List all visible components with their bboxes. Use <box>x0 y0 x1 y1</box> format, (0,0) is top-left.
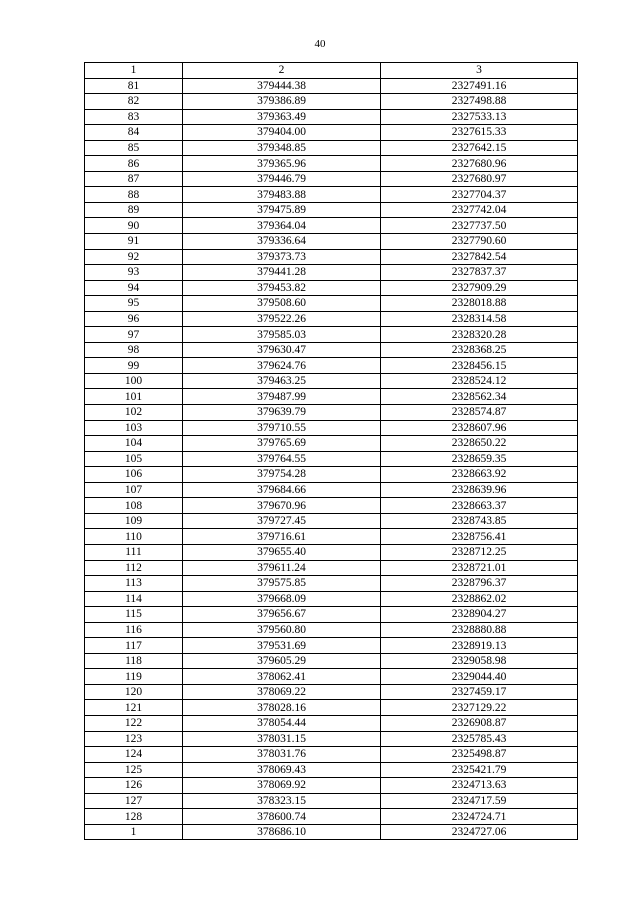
y-coordinate-cell: 2324713.63 <box>381 778 578 794</box>
point-number-cell: 115 <box>85 607 183 623</box>
point-number-cell: 87 <box>85 171 183 187</box>
point-number-cell: 98 <box>85 342 183 358</box>
point-number-cell: 92 <box>85 249 183 265</box>
table-row <box>85 747 578 763</box>
x-coordinate-cell: 379463.25 <box>183 373 381 389</box>
table-row <box>85 187 578 203</box>
table-row <box>85 78 578 94</box>
x-coordinate-cell: 379453.82 <box>183 280 381 296</box>
table-row <box>85 171 578 187</box>
table-row <box>85 576 578 592</box>
table-row <box>85 622 578 638</box>
table-row <box>85 591 578 607</box>
x-coordinate-cell: 378069.22 <box>183 684 381 700</box>
table-row <box>85 793 578 809</box>
y-coordinate-cell: 2325421.79 <box>381 762 578 778</box>
x-coordinate-cell: 378600.74 <box>183 809 381 825</box>
y-coordinate-cell: 2328320.28 <box>381 327 578 343</box>
y-coordinate-cell: 2327737.50 <box>381 218 578 234</box>
y-coordinate-cell: 2325785.43 <box>381 731 578 747</box>
table-row <box>85 809 578 825</box>
x-coordinate-cell: 379444.38 <box>183 78 381 94</box>
x-coordinate-cell: 379531.69 <box>183 638 381 654</box>
table-row <box>85 249 578 265</box>
point-number-cell: 120 <box>85 684 183 700</box>
table-row <box>85 482 578 498</box>
y-coordinate-cell: 2327129.22 <box>381 700 578 716</box>
point-number-cell: 83 <box>85 109 183 125</box>
x-coordinate-cell: 379611.24 <box>183 560 381 576</box>
y-coordinate-cell: 2327742.04 <box>381 202 578 218</box>
x-coordinate-cell: 379630.47 <box>183 342 381 358</box>
y-coordinate-cell: 2327680.97 <box>381 171 578 187</box>
y-coordinate-cell: 2328721.01 <box>381 560 578 576</box>
table-row <box>85 684 578 700</box>
x-coordinate-cell: 379475.89 <box>183 202 381 218</box>
point-number-cell: 88 <box>85 187 183 203</box>
point-number-cell: 82 <box>85 94 183 110</box>
x-coordinate-cell: 379348.85 <box>183 140 381 156</box>
table-row <box>85 451 578 467</box>
x-coordinate-cell: 379441.28 <box>183 265 381 281</box>
point-number-cell: 110 <box>85 529 183 545</box>
y-coordinate-cell: 2324724.71 <box>381 809 578 825</box>
x-coordinate-cell: 379386.89 <box>183 94 381 110</box>
x-coordinate-cell: 379404.00 <box>183 125 381 141</box>
x-coordinate-cell: 379487.99 <box>183 389 381 405</box>
table-row <box>85 513 578 529</box>
point-number-cell: 90 <box>85 218 183 234</box>
point-number-cell: 121 <box>85 700 183 716</box>
y-coordinate-cell: 2328796.37 <box>381 576 578 592</box>
x-coordinate-cell: 379624.76 <box>183 358 381 374</box>
table-row <box>85 498 578 514</box>
x-coordinate-cell: 379373.73 <box>183 249 381 265</box>
point-number-cell: 100 <box>85 373 183 389</box>
y-coordinate-cell: 2327842.54 <box>381 249 578 265</box>
table-row <box>85 436 578 452</box>
point-number-cell: 117 <box>85 638 183 654</box>
x-coordinate-cell: 379727.45 <box>183 513 381 529</box>
point-number-cell: 107 <box>85 482 183 498</box>
x-coordinate-cell: 378031.76 <box>183 747 381 763</box>
y-coordinate-cell: 2328904.27 <box>381 607 578 623</box>
y-coordinate-cell: 2327498.88 <box>381 94 578 110</box>
x-coordinate-cell: 379716.61 <box>183 529 381 545</box>
y-coordinate-cell: 2327909.29 <box>381 280 578 296</box>
y-coordinate-cell: 2328524.12 <box>381 373 578 389</box>
y-coordinate-cell: 2327459.17 <box>381 684 578 700</box>
table-row <box>85 202 578 218</box>
point-number-cell: 109 <box>85 513 183 529</box>
table-row <box>85 607 578 623</box>
y-coordinate-cell: 2328743.85 <box>381 513 578 529</box>
table-row <box>85 327 578 343</box>
y-coordinate-cell: 2329058.98 <box>381 653 578 669</box>
y-coordinate-cell: 2324727.06 <box>381 824 578 840</box>
page-number: 40 <box>314 38 326 50</box>
y-coordinate-cell: 2328574.87 <box>381 405 578 421</box>
table-row <box>85 669 578 685</box>
x-coordinate-cell: 378323.15 <box>183 793 381 809</box>
table-row <box>85 544 578 560</box>
point-number-cell: 91 <box>85 234 183 250</box>
y-coordinate-cell: 2326908.87 <box>381 715 578 731</box>
x-coordinate-cell: 378031.15 <box>183 731 381 747</box>
x-coordinate-cell: 378054.44 <box>183 715 381 731</box>
column-header-1: 1 <box>85 63 183 79</box>
x-coordinate-cell: 378069.92 <box>183 778 381 794</box>
y-coordinate-cell: 2328018.88 <box>381 296 578 312</box>
table-row <box>85 296 578 312</box>
point-number-cell: 118 <box>85 653 183 669</box>
table-row <box>85 358 578 374</box>
x-coordinate-cell: 379765.69 <box>183 436 381 452</box>
x-coordinate-cell: 379710.55 <box>183 420 381 436</box>
point-number-cell: 81 <box>85 78 183 94</box>
y-coordinate-cell: 2328712.25 <box>381 544 578 560</box>
table-row <box>85 715 578 731</box>
y-coordinate-cell: 2327642.15 <box>381 140 578 156</box>
y-coordinate-cell: 2327615.33 <box>381 125 578 141</box>
point-number-cell: 123 <box>85 731 183 747</box>
x-coordinate-cell: 379483.88 <box>183 187 381 203</box>
y-coordinate-cell: 2329044.40 <box>381 669 578 685</box>
point-number-cell: 125 <box>85 762 183 778</box>
table-row <box>85 140 578 156</box>
point-number-cell: 85 <box>85 140 183 156</box>
table-row <box>85 824 578 840</box>
point-number-cell: 108 <box>85 498 183 514</box>
table-row <box>85 280 578 296</box>
point-number-cell: 111 <box>85 544 183 560</box>
table-row <box>85 653 578 669</box>
point-number-cell: 86 <box>85 156 183 172</box>
x-coordinate-cell: 379522.26 <box>183 311 381 327</box>
table-row <box>85 405 578 421</box>
point-number-cell: 101 <box>85 389 183 405</box>
table-row <box>85 342 578 358</box>
x-coordinate-cell: 379446.79 <box>183 171 381 187</box>
y-coordinate-cell: 2328607.96 <box>381 420 578 436</box>
point-number-cell: 102 <box>85 405 183 421</box>
table-row <box>85 762 578 778</box>
x-coordinate-cell: 379585.03 <box>183 327 381 343</box>
y-coordinate-cell: 2328650.22 <box>381 436 578 452</box>
x-coordinate-cell: 379639.79 <box>183 405 381 421</box>
point-number-cell: 95 <box>85 296 183 312</box>
table-row <box>85 560 578 576</box>
table-row <box>85 265 578 281</box>
table-row <box>85 218 578 234</box>
table-row <box>85 731 578 747</box>
x-coordinate-cell: 379605.29 <box>183 653 381 669</box>
y-coordinate-cell: 2328562.34 <box>381 389 578 405</box>
x-coordinate-cell: 379754.28 <box>183 467 381 483</box>
table-row <box>85 529 578 545</box>
point-number-cell: 89 <box>85 202 183 218</box>
point-number-cell: 97 <box>85 327 183 343</box>
x-coordinate-cell: 379365.96 <box>183 156 381 172</box>
y-coordinate-cell: 2327491.16 <box>381 78 578 94</box>
point-number-cell: 1 <box>85 824 183 840</box>
point-number-cell: 126 <box>85 778 183 794</box>
y-coordinate-cell: 2328456.15 <box>381 358 578 374</box>
y-coordinate-cell: 2328659.35 <box>381 451 578 467</box>
x-coordinate-cell: 379560.80 <box>183 622 381 638</box>
point-number-cell: 113 <box>85 576 183 592</box>
table-row <box>85 109 578 125</box>
point-number-cell: 112 <box>85 560 183 576</box>
point-number-cell: 99 <box>85 358 183 374</box>
y-coordinate-cell: 2327533.13 <box>381 109 578 125</box>
y-coordinate-cell: 2328639.96 <box>381 482 578 498</box>
x-coordinate-cell: 379508.60 <box>183 296 381 312</box>
x-coordinate-cell: 378069.43 <box>183 762 381 778</box>
x-coordinate-cell: 379364.04 <box>183 218 381 234</box>
point-number-cell: 119 <box>85 669 183 685</box>
point-number-cell: 124 <box>85 747 183 763</box>
table-row <box>85 420 578 436</box>
y-coordinate-cell: 2327837.37 <box>381 265 578 281</box>
table-row <box>85 389 578 405</box>
point-number-cell: 127 <box>85 793 183 809</box>
x-coordinate-cell: 379336.64 <box>183 234 381 250</box>
table-row <box>85 125 578 141</box>
table-body <box>85 78 578 840</box>
point-number-cell: 93 <box>85 265 183 281</box>
table-row <box>85 700 578 716</box>
x-coordinate-cell: 379684.66 <box>183 482 381 498</box>
table-row <box>85 638 578 654</box>
column-header-3: 3 <box>381 63 578 79</box>
x-coordinate-cell: 379668.09 <box>183 591 381 607</box>
point-number-cell: 96 <box>85 311 183 327</box>
point-number-cell: 128 <box>85 809 183 825</box>
table-row <box>85 156 578 172</box>
table-header-row <box>85 63 578 79</box>
y-coordinate-cell: 2328862.02 <box>381 591 578 607</box>
y-coordinate-cell: 2327704.37 <box>381 187 578 203</box>
point-number-cell: 104 <box>85 436 183 452</box>
table-row <box>85 373 578 389</box>
table-row <box>85 234 578 250</box>
table-row <box>85 778 578 794</box>
x-coordinate-cell: 379655.40 <box>183 544 381 560</box>
x-coordinate-cell: 379656.67 <box>183 607 381 623</box>
x-coordinate-cell: 378062.41 <box>183 669 381 685</box>
table-row <box>85 467 578 483</box>
x-coordinate-cell: 378028.16 <box>183 700 381 716</box>
y-coordinate-cell: 2328314.58 <box>381 311 578 327</box>
y-coordinate-cell: 2324717.59 <box>381 793 578 809</box>
point-number-cell: 116 <box>85 622 183 638</box>
y-coordinate-cell: 2328756.41 <box>381 529 578 545</box>
point-number-cell: 103 <box>85 420 183 436</box>
coordinates-table <box>84 62 578 840</box>
point-number-cell: 105 <box>85 451 183 467</box>
point-number-cell: 84 <box>85 125 183 141</box>
y-coordinate-cell: 2325498.87 <box>381 747 578 763</box>
y-coordinate-cell: 2328368.25 <box>381 342 578 358</box>
x-coordinate-cell: 379764.55 <box>183 451 381 467</box>
x-coordinate-cell: 378686.10 <box>183 824 381 840</box>
x-coordinate-cell: 379670.96 <box>183 498 381 514</box>
y-coordinate-cell: 2328880.88 <box>381 622 578 638</box>
point-number-cell: 114 <box>85 591 183 607</box>
y-coordinate-cell: 2328919.13 <box>381 638 578 654</box>
x-coordinate-cell: 379575.85 <box>183 576 381 592</box>
y-coordinate-cell: 2327680.96 <box>381 156 578 172</box>
point-number-cell: 94 <box>85 280 183 296</box>
y-coordinate-cell: 2328663.37 <box>381 498 578 514</box>
table-row <box>85 311 578 327</box>
x-coordinate-cell: 379363.49 <box>183 109 381 125</box>
point-number-cell: 106 <box>85 467 183 483</box>
y-coordinate-cell: 2328663.92 <box>381 467 578 483</box>
y-coordinate-cell: 2327790.60 <box>381 234 578 250</box>
table-row <box>85 94 578 110</box>
point-number-cell: 122 <box>85 715 183 731</box>
column-header-2: 2 <box>183 63 381 79</box>
